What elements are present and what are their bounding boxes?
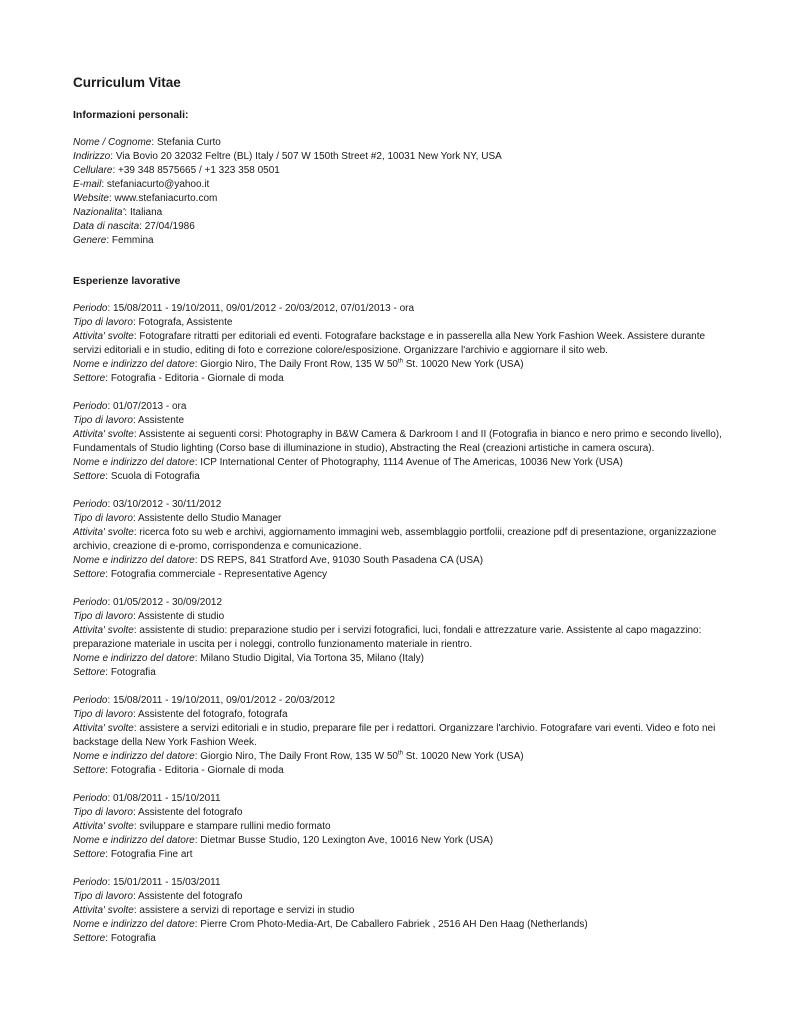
personal-row-phone: Cellulare: +39 348 8575665 / +1 323 358 0501 xyxy=(73,165,280,176)
entry-type: Tipo di lavoro: Assistente dello Studio Manager xyxy=(73,513,282,524)
entry-sector: Settore: Fotografia xyxy=(73,933,156,944)
experience-entry xyxy=(73,302,733,386)
personal-info-heading: Informazioni personali: xyxy=(73,109,189,121)
entry-employer: Nome e indirizzo del datore: ICP International Center of Photography, 1114 Avenue of The Americas, 10036 New York (USA) xyxy=(73,457,623,468)
entry-period: Periodo: 01/07/2013 - ora xyxy=(73,401,187,412)
entry-employer: Nome e indirizzo del datore: Pierre Crom Photo-Media-Art, De Caballero Fabriek , 2516 AH Den Haag (Netherlands) xyxy=(73,919,588,930)
entry-employer: Nome e indirizzo del datore: Milano Studio Digital, Via Tortona 35, Milano (Italy) xyxy=(73,653,424,664)
personal-row-address: Indirizzo: Via Bovio 20 32032 Feltre (BL) Italy / 507 W 150th Street #2, 10031 New York NY, USA xyxy=(73,151,502,162)
experience-entry xyxy=(73,792,733,862)
personal-row-website: Website: www.stefaniacurto.com xyxy=(73,193,218,204)
entry-period: Periodo: 01/05/2012 - 30/09/2012 xyxy=(73,597,223,608)
entry-activities: Attivita' svolte: sviluppare e stampare rullini medio formato xyxy=(73,821,331,832)
entry-period: Periodo: 15/08/2011 - 19/10/2011, 09/01/2012 - 20/03/2012, 07/01/2013 - ora xyxy=(73,303,415,314)
personal-row-name: Nome / Cognome: Stefania Curto xyxy=(73,137,221,148)
experience-entry xyxy=(73,498,733,582)
entry-type: Tipo di lavoro: Assistente del fotografo, fotografa xyxy=(73,709,288,720)
personal-row-nationality: Nazionalita': Italiana xyxy=(73,207,163,218)
experience-entry xyxy=(73,694,733,778)
entry-type: Tipo di lavoro: Fotografa, Assistente xyxy=(73,317,233,328)
personal-row-birthdate: Data di nascita: 27/04/1986 xyxy=(73,221,195,232)
experience-heading: Esperienze lavorative xyxy=(73,275,181,287)
entry-sector: Settore: Scuola di Fotografia xyxy=(73,471,200,482)
entry-type: Tipo di lavoro: Assistente di studio xyxy=(73,611,225,622)
cv-page xyxy=(73,74,733,960)
entry-period: Periodo: 03/10/2012 - 30/11/2012 xyxy=(73,499,222,510)
entry-activities: Attivita' svolte: Fotografare ritratti per editoriali ed eventi. Fotografare backstage e in passerella alla New York Fashion Week. Assistere durante servizi editoriali e in studio, editing di foto e correzione colore/esposizione. Organizzare l'archivio e aggiornare il sito web. xyxy=(73,331,706,356)
entry-activities: Attivita' svolte: Assistente ai seguenti corsi: Photography in B&W Camera & Darkroom I and II (Fotografia in bianco e nero primo e secondo livello), Fundamentals of Studio lighting (Corso base di illuminazione in studio), Abstracting the Real (creazioni artistiche in camera oscura). xyxy=(73,429,722,454)
entry-sector: Settore: Fotografia - Editoria - Giornale di moda xyxy=(73,765,284,776)
entry-type: Tipo di lavoro: Assistente del fotografo xyxy=(73,891,243,902)
personal-row-gender: Genere: Femmina xyxy=(73,235,154,246)
entry-period: Periodo: 01/08/2011 - 15/10/2011 xyxy=(73,793,221,804)
entry-period: Periodo: 15/01/2011 - 15/03/2011 xyxy=(73,877,221,888)
entry-type: Tipo di lavoro: Assistente del fotografo xyxy=(73,807,243,818)
personal-row-email: E-mail: stefaniacurto@yahoo.it xyxy=(73,179,210,190)
entry-sector: Settore: Fotografia Fine art xyxy=(73,849,193,860)
experience-entry xyxy=(73,876,733,946)
experience-entry xyxy=(73,596,733,680)
entry-activities: Attivita' svolte: ricerca foto su web e archivi, aggiornamento immagini web, assemblaggio portfolii, creazione pdf di presentazione, organizzazione archivio, creazione di e-promo, corrispondenza e comunicazione. xyxy=(73,527,717,552)
entry-employer: Nome e indirizzo del datore: Dietmar Busse Studio, 120 Lexington Ave, 10016 New York (USA) xyxy=(73,835,494,846)
entry-employer: Nome e indirizzo del datore: Giorgio Niro, The Daily Front Row, 135 W 50th St. 10020 New York (USA) xyxy=(73,358,524,370)
entry-sector: Settore: Fotografia xyxy=(73,667,156,678)
experience-entry xyxy=(73,400,733,484)
entry-activities: Attivita' svolte: assistente di studio: preparazione studio per i servizi fotografici, luci, fondali e attrezzature varie. Assistente al capo magazzino: preparazione materiale in uscita per i noleggi, controllo funzionamento materiale in rientro. xyxy=(73,625,702,650)
document-title: Curriculum Vitae xyxy=(73,75,181,90)
entry-type: Tipo di lavoro: Assistente xyxy=(73,415,185,426)
entry-activities: Attivita' svolte: assistere a servizi di reportage e servizi in studio xyxy=(73,905,355,916)
entry-sector: Settore: Fotografia - Editoria - Giornale di moda xyxy=(73,373,284,384)
entry-sector: Settore: Fotografia commerciale - Representative Agency xyxy=(73,569,328,580)
entry-period: Periodo: 15/08/2011 - 19/10/2011, 09/01/2012 - 20/03/2012 xyxy=(73,695,336,706)
entry-activities: Attivita' svolte: assistere a servizi editoriali e in studio, preparare file per i redattori. Organizzare l'archivio. Fotografare vari eventi. Video e foto nei backstage della New York Fashion Week. xyxy=(73,723,716,748)
entry-employer: Nome e indirizzo del datore: Giorgio Niro, The Daily Front Row, 135 W 50th St. 10020 New York (USA) xyxy=(73,750,524,762)
entry-employer: Nome e indirizzo del datore: DS REPS, 841 Stratford Ave, 91030 South Pasadena CA (USA) xyxy=(73,555,484,566)
personal-info-block xyxy=(73,136,733,248)
